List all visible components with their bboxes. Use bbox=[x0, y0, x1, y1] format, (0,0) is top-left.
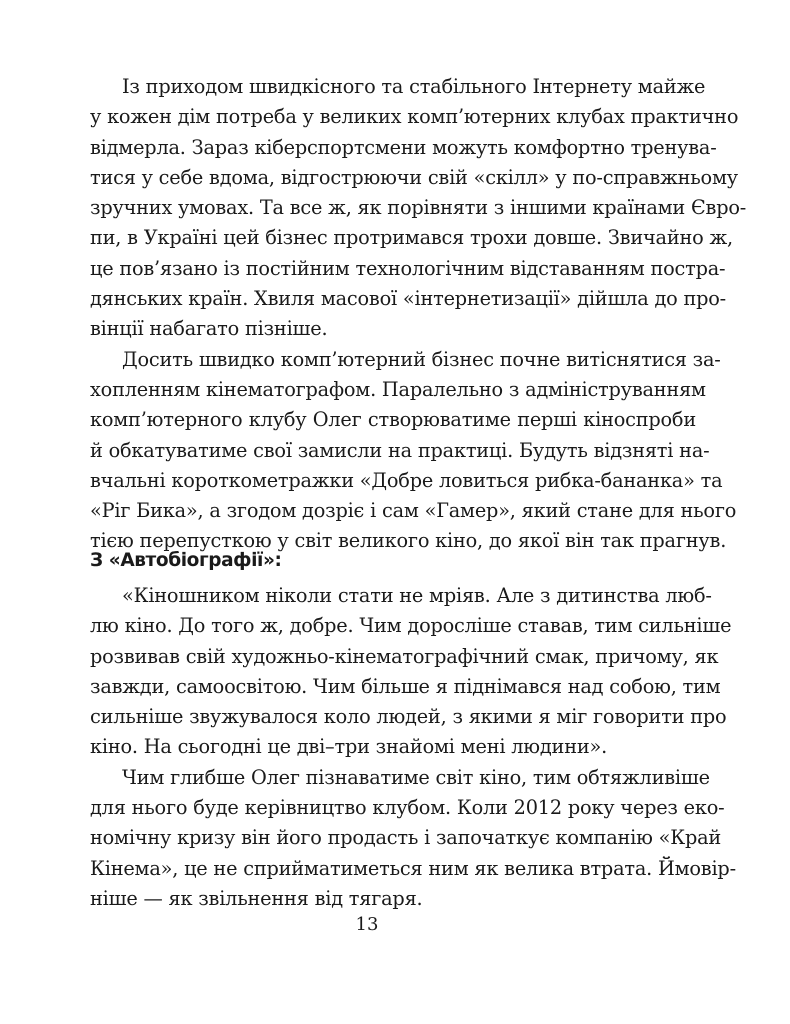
paragraph-club-sale bbox=[90, 763, 736, 914]
body-text-section-1 bbox=[90, 72, 747, 557]
text-line: «Кіношником ніколи стати не мріяв. Але з дитинства люб- bbox=[122, 584, 712, 607]
text-line: Чим глибше Олег пізнаватиме світ кіно, тим обтяжливіше bbox=[122, 765, 710, 789]
text-line: зручних умовах. Та все ж, як порівняти з іншими країнами Євро- bbox=[90, 196, 747, 220]
text-line: це пов’язано із постійним технологічним відставанням постра- bbox=[90, 256, 726, 280]
text-line: й обкатуватиме свої замисли на практиці. Будуть відзняті на- bbox=[90, 438, 710, 462]
text-line: хопленням кінематографом. Паралельно з адмініструванням bbox=[90, 377, 706, 401]
text-line: кіно. На сьогодні це дві–три знайомі мені людини». bbox=[90, 735, 608, 759]
text-line: сильніше звужувалося коло людей, з якими я міг говорити про bbox=[90, 705, 727, 729]
text-line: дянських країн. Хвиля масової «інтернетизації» дійшла до про- bbox=[90, 287, 726, 311]
text-line: вінції набагато пізніше. bbox=[90, 317, 328, 341]
text-line: Досить швидко комп’ютерний бізнес почне витіснятися за- bbox=[122, 347, 721, 371]
text-line: для нього буде керівництво клубом. Коли 2012 року через еко- bbox=[90, 796, 725, 820]
text-line: вчальні короткометражки «Добре ловиться рибка-бананка» та bbox=[90, 468, 723, 492]
text-line: у кожен дім потреба у великих комп’ютерних клубах практично bbox=[90, 105, 739, 129]
paragraph-quote bbox=[90, 581, 732, 763]
text-line: «Ріг Бика», а згодом дозріє і сам «Гамер», який стане для нього bbox=[90, 499, 737, 523]
text-line: Кінема», це не сприйматиметься ним як велика втрата. Ймовір- bbox=[90, 856, 736, 880]
text-line: ніше — як звільнення від тягаря. bbox=[90, 886, 423, 910]
section-heading: З «Автобіографії»: bbox=[90, 550, 282, 571]
page-number: 13 bbox=[355, 914, 379, 935]
text-line: тися у себе вдома, відгострюючи свій «скілл» у по-справжньому bbox=[90, 165, 738, 189]
text-line: комп’ютерного клубу Олег створюватиме перші кіноспроби bbox=[90, 408, 696, 432]
paragraph-cinema bbox=[90, 345, 737, 557]
text-line: лю кіно. До того ж, добре. Чим дорослішe ставав, тим сильніше bbox=[90, 614, 732, 638]
text-line: відмерла. Зараз кіберспортсмени можуть комфортно тренува- bbox=[90, 135, 717, 159]
text-line: Із приходом швидкісного та стабільного Інтернету майже bbox=[122, 75, 706, 98]
body-text-section-2 bbox=[90, 581, 736, 914]
paragraph-internet bbox=[90, 72, 747, 345]
text-line: номічну кризу він його продасть і започаткує компанію «Край bbox=[90, 826, 722, 850]
text-line: пи, в Україні цей бізнес протримався трохи довше. Звичайно ж, bbox=[90, 226, 733, 250]
text-line: завжди, самоосвітою. Чим більше я піднімався над собою, тим bbox=[90, 674, 721, 698]
text-line: тією перепусткою у світ великого кіно, до якої він так прагнув. bbox=[90, 529, 727, 553]
text-line: розвивав свій художньо-кінематографічний смак, причому, як bbox=[90, 644, 719, 668]
